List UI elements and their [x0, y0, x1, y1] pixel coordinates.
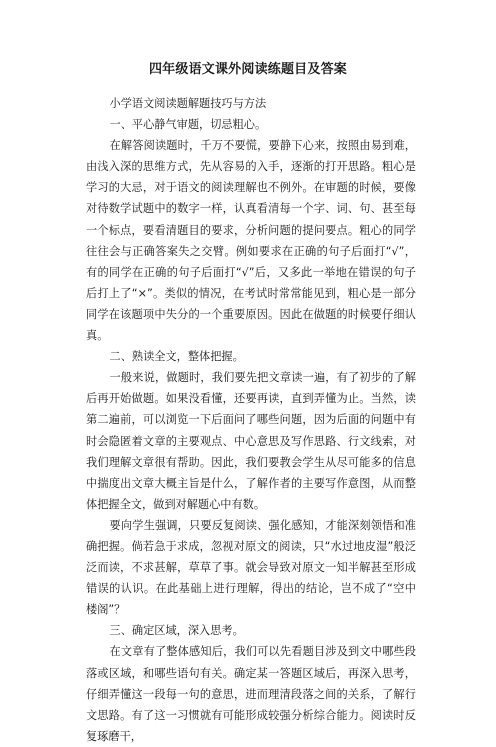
- section-heading: 二、熟读全文，整体把握。: [109, 350, 244, 364]
- paragraph: 一般来说，做题时，我们要先把文章读一遍，有了初步的了解后再开始做题。如果没看懂，还要再读，直到弄懂为止。当然，读第二遍前，可以浏览一下后面问了哪些问题，因为后面的问题中有时会隐匿着文章的主要观点、中心意思及写作思路、行文线索，对我们理解文章很有帮助。因此，我们要教会学生从尽可能多的信息中揣度出文章大概主旨是什么，了解作者的主要写作意图，从而整体把握全文，做到对解题心中有数。: [86, 371, 416, 511]
- document-subtitle: 小学语文阅读题解题技巧与方法: [109, 97, 267, 110]
- paragraph: 在文章有了整体感知后，我们可以先看题目涉及到文中哪些段落或区域，和哪些语句有关。确定某一答题区域后，再深入思考，仔细弄懂这一段每一句的意思，进而理清段落之间的关系，了解行文思路。有了这一习惯就有可能形成较强分析综合能力。阅读时反复琢磨干，: [86, 645, 416, 743]
- paragraph: 要向学生强调，只要反复阅读、强化感知，才能深刻领悟和准确把握。倘若急于求成，忽视对原文的阅读，只“水过地皮湿”般泛泛而读，不求甚解，草草了事。就会导致对原文一知半解甚至形成错误的认识。在此基础上进行理解，得出的结论，岂不成了“空中楼阁”？: [86, 518, 416, 617]
- page-title: 四年级语文课外阅读练题目及答案: [148, 62, 347, 77]
- section-heading: 三、确定区域，深入思考。: [109, 624, 244, 638]
- paragraph: 在解答阅读题时，千万不要慌，要静下心来，按照由易到难，由浅入深的思维方式，先从容易的入手，逐渐的打开思路。粗心是学习的大忌，对于语文的阅读理解也不例外。在审题的时候，要像对待数学试题中的数字一样，认真看清每一个字、词、句、甚至每一个标点，要看清题目的要求，分析问题的提问要点。粗心的同学往往会与正确答案失之交臂。例如要求在正确的句子后面打“√”，有的同学在正确的句子后面打“√”后，又多此一举地在错误的句子后打上了“×”。类似的情况，在考试时常常能见到，粗心是一部分同学在该题项中失分的一个重要原因。因此在做题的时候要仔细认真。: [86, 139, 416, 343]
- section-heading: 一、平心静气审题，切忌粗心。: [109, 118, 267, 132]
- document-body: [86, 93, 416, 747]
